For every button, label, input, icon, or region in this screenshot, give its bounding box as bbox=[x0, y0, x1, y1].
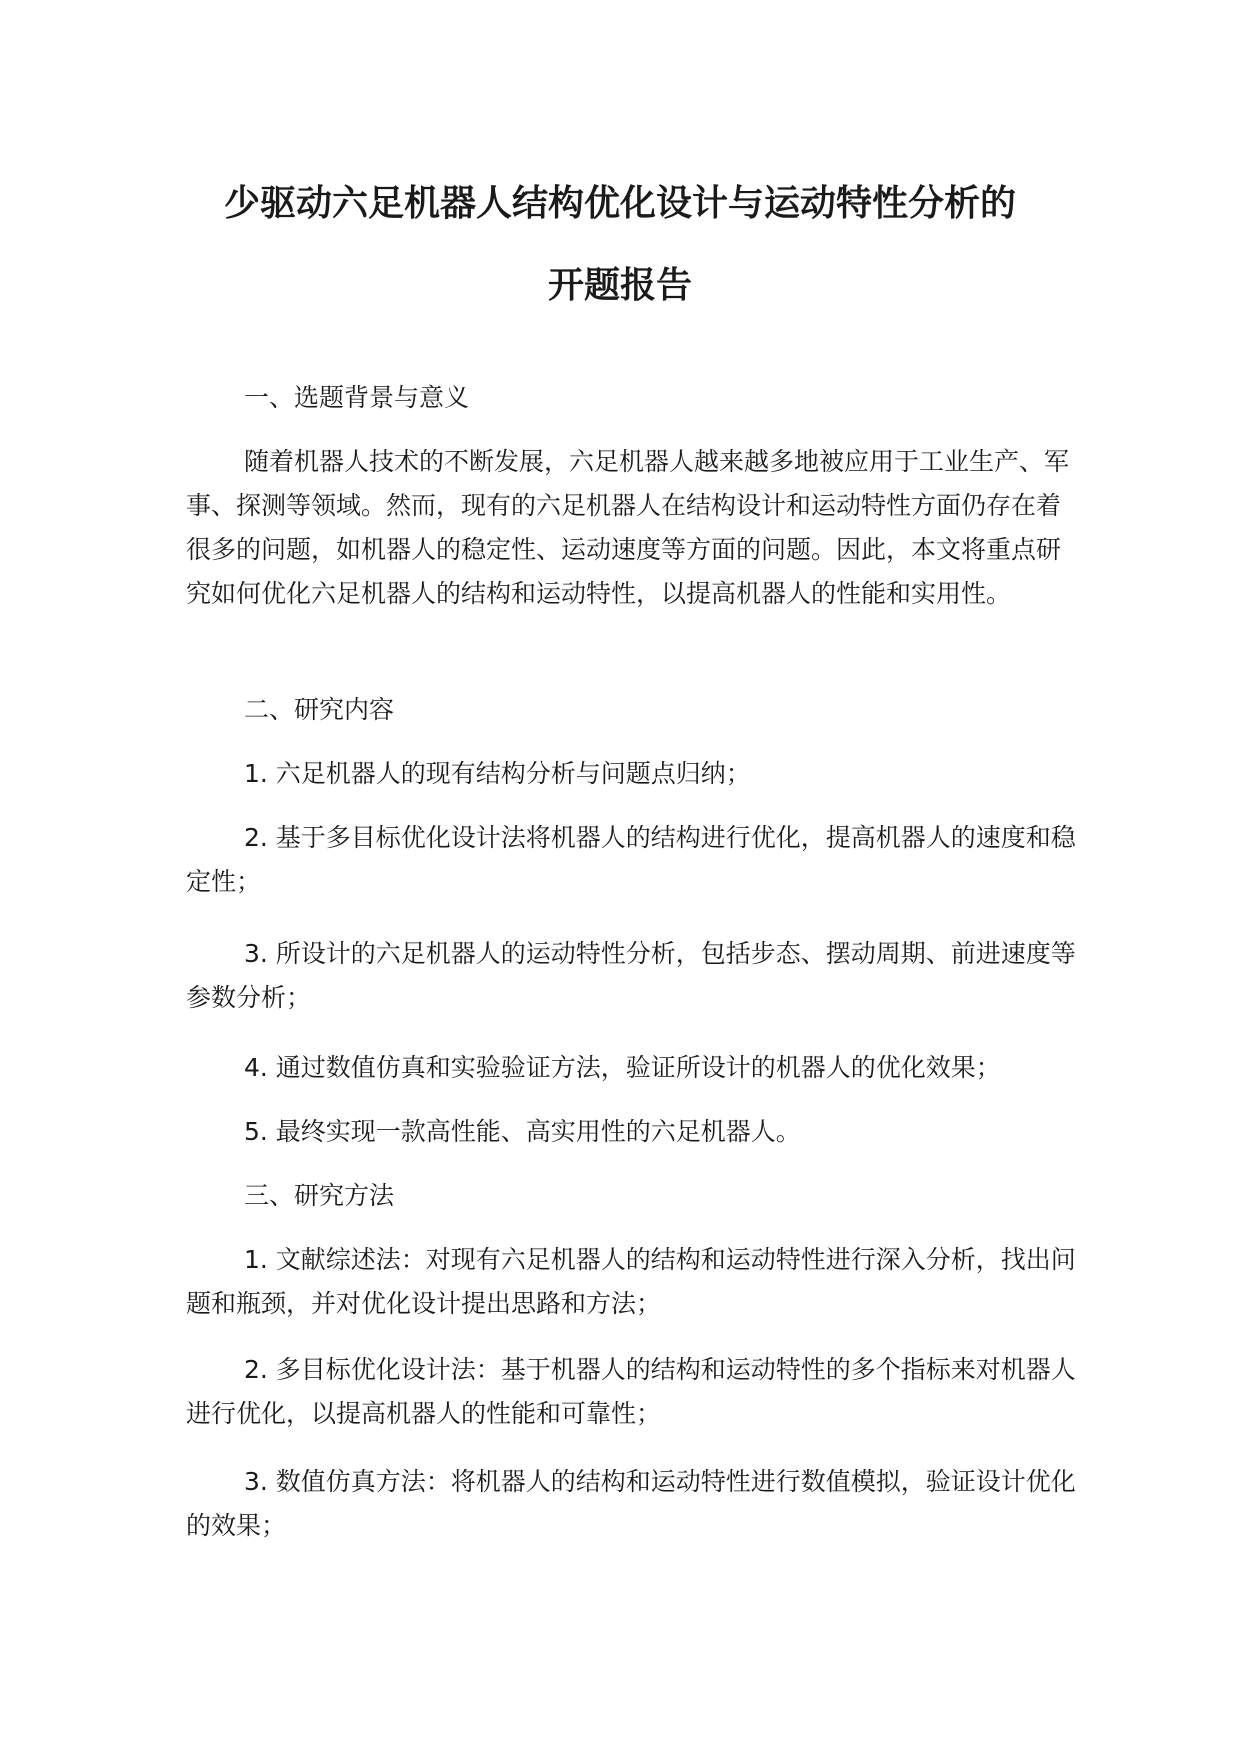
content-item: 2. 基于多目标优化设计法将机器人的结构进行优化，提高机器人的速度和稳定性； bbox=[186, 823, 1076, 896]
section-heading-method: 三、研究方法 bbox=[244, 1181, 395, 1210]
method-item: 2. 多目标优化设计法：基于机器人的结构和运动特性的多个指标来对机器人进行优化，以提高机器人的性能和可靠性； bbox=[186, 1355, 1076, 1428]
content-item: 5. 最终实现一款高性能、高实用性的六足机器人。 bbox=[244, 1117, 801, 1146]
document-title-line2: 开题报告 bbox=[547, 265, 692, 306]
content-item: 3. 所设计的六足机器人的运动特性分析，包括步态、摆动周期、前进速度等参数分析； bbox=[186, 939, 1076, 1012]
section-heading-content: 二、研究内容 bbox=[244, 695, 395, 724]
method-item: 3. 数值仿真方法：将机器人的结构和运动特性进行数值模拟，验证设计优化的效果； bbox=[186, 1467, 1076, 1540]
document-title-line1: 少驱动六足机器人结构优化设计与运动特性分析的 bbox=[223, 183, 1016, 224]
section-body-background: 随着机器人技术的不断发展，六足机器人越来越多地被应用于工业生产、军事、探测等领域。然而，现有的六足机器人在结构设计和运动特性方面仍存在着很多的问题，如机器人的稳定性、运动速度等方面的问题。因此，本文将重点研究如何优化六足机器人的结构和运动特性，以提高机器人的性能和实用性。 bbox=[186, 447, 1070, 608]
content-item: 4. 通过数值仿真和实验验证方法，验证所设计的机器人的优化效果； bbox=[244, 1053, 1001, 1082]
content-item: 1. 六足机器人的现有结构分析与问题点归纳； bbox=[244, 759, 751, 788]
section-heading-background: 一、选题背景与意义 bbox=[244, 383, 470, 412]
method-item: 1. 文献综述法：对现有六足机器人的结构和运动特性进行深入分析，找出问题和瓶颈，并对优化设计提出思路和方法； bbox=[186, 1245, 1076, 1318]
